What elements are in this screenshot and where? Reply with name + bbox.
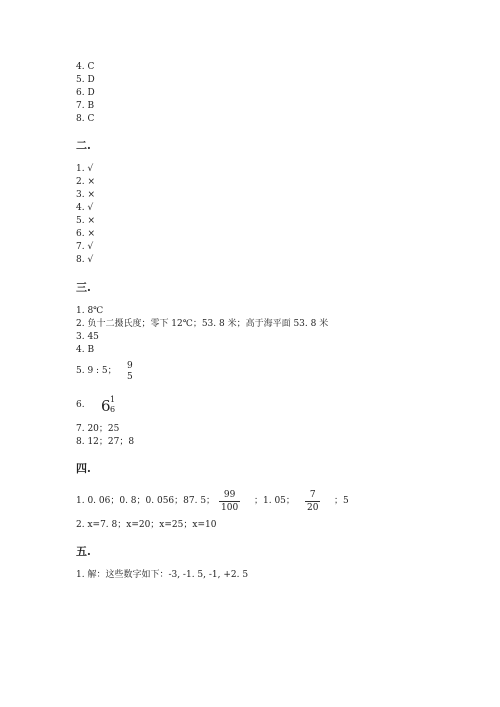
answer-item: 7. √ [76, 242, 94, 252]
answer-item: 4. B [76, 345, 95, 355]
answer-item: 2. 负十二摄氏度；零下 12℃；53. 8 米；高于海平面 53. 8 米 [76, 319, 329, 329]
answer-item: 5. D [76, 75, 95, 85]
answer-item: 1. 解：这些数字如下：-3, -1. 5, -1, +2. 5 [76, 570, 249, 580]
answer-item: 2. x=7. 8；x=20；x=25；x=10 [76, 520, 217, 530]
section-heading-3: 三. [76, 281, 91, 294]
answer-item: 2. × [76, 177, 95, 187]
fraction [125, 361, 135, 382]
answer-item: 8. C [76, 114, 95, 124]
fraction-denominator: 6 [110, 405, 116, 414]
answer-item-segment: ；5 [334, 496, 349, 506]
answer-item: 6. × [76, 229, 95, 239]
answer-item-segment: ；1. 05； [254, 496, 295, 506]
fraction [305, 490, 320, 513]
answer-item: 1. √ [76, 164, 94, 174]
fraction-denominator: 20 [307, 503, 319, 513]
section-heading-4: 四. [76, 462, 91, 475]
answer-item: 3. × [76, 190, 95, 200]
fraction-denominator: 100 [221, 503, 239, 513]
answer-item: 7. 20；25 [76, 424, 120, 434]
fraction-numerator: 99 [223, 490, 236, 500]
mixed-number-whole: 6 [101, 397, 111, 415]
answer-item: 6. D [76, 88, 95, 98]
answer-item: 5. × [76, 216, 95, 226]
fraction-bar [305, 501, 320, 502]
fraction-denominator: 5 [127, 372, 133, 382]
section-heading-2: 二. [76, 139, 91, 152]
answer-item: 1. 8℃ [76, 306, 104, 316]
section-heading-5: 五. [76, 545, 91, 558]
fraction-numerator: 9 [127, 361, 133, 371]
answer-item: 1. 0. 06；0. 8；0. 056；87. 5； [76, 496, 216, 506]
answer-item: 8. 12；27；8 [76, 437, 135, 447]
answer-item: 4. √ [76, 203, 94, 213]
fraction-bar [219, 501, 240, 502]
fraction-numerator: 1 [110, 395, 116, 404]
answer-item: 7. B [76, 101, 95, 111]
answer-item: 8. √ [76, 255, 94, 265]
fraction [108, 395, 117, 414]
fraction [219, 490, 240, 513]
fraction-numerator: 7 [309, 490, 316, 500]
answer-item: 3. 45 [76, 332, 99, 342]
answer-item: 6. [76, 400, 85, 410]
answer-item: 4. C [76, 62, 95, 72]
answer-item: 5. 9 : 5； [76, 366, 117, 376]
